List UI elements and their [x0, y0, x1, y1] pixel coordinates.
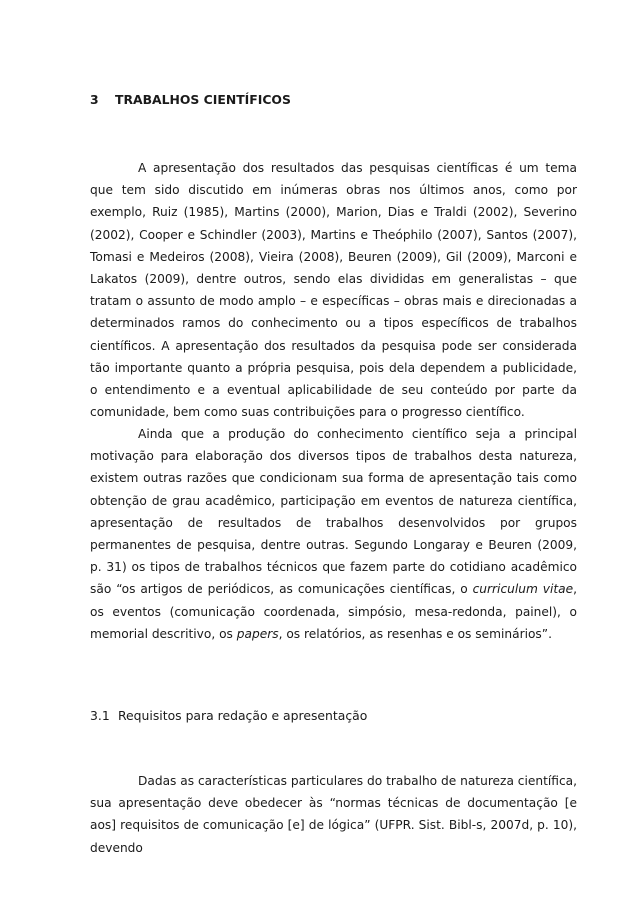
subsection-title: Requisitos para redação e apresentação [118, 708, 368, 723]
paragraph-2 [90, 423, 577, 645]
subsection-number: 3.1 [90, 708, 110, 723]
paragraph-2-text-a: Ainda que a produção do conhecimento científico seja a principal motivação para elaboração dos diversos tipos de trabalhos desta natureza, existem outras razões que condicionam sua forma de apresentação tais como obtenção de grau acadêmico, participação em eventos de natureza científica, apresentação de resultados de trabalhos desenvolvidos por grupos permanentes de pesquisa, dentre outras. Segundo Longaray e Beuren (2009, p. 31) os tipos de trabalhos técnicos que fazem parte do cotidiano acadêmico são “os artigos de periódicos, as comunicações científicas, o [90, 427, 577, 597]
paragraph-1: A apresentação dos resultados das pesquisas científicas é um tema que tem sido discutido em inúmeras obras nos últimos anos, como por exemplo, Ruiz (1985), Martins (2000), Marion, Dias e Traldi (2002), Severino (2002), Cooper e Schindler (2003), Martins e Theóphilo (2007), Santos (2007), Tomasi e Medeiros (2008), Vieira (2008), Beuren (2009), Gil (2009), Marconi e Lakatos (2009), dentre outros, sendo elas divididas em generalistas – que tratam o assunto de modo amplo – e específicas – obras mais e direcionadas a determinados ramos do conhecimento ou a tipos específicos de trabalhos científicos. A apresentação dos resultados da pesquisa pode ser considerada tão importante quanto a própria pesquisa, pois dela dependem a publicidade, o entendimento e a eventual aplicabilidade de seu conteúdo por parte da comunidade, bem como suas contribuições para o progresso científico. [90, 161, 577, 420]
paragraph-2-text-b: , os eventos (comunicação coordenada, simpósio, mesa-redonda, painel), o memorial descritivo, os [90, 582, 577, 641]
paragraph-2-text-c: , os relatórios, as resenhas e os seminários”. [278, 626, 552, 641]
paragraph-3: Dadas as características particulares do trabalho de natureza científica, sua apresentação deve obedecer às “normas técnicas de documentação [e aos] requisitos de comunicação [e] de lógica” (UFPR. Sist. Bibl-s, 2007d, p. 10), devendo [90, 774, 577, 855]
paragraph-2-italic-curriculum: curriculum vitae [472, 582, 574, 597]
paragraph-2-italic-papers: papers [236, 626, 279, 641]
section-heading [90, 92, 291, 107]
section-title: TRABALHOS CIENTÍFICOS [115, 92, 291, 107]
section-number: 3 [90, 92, 99, 107]
subsection-heading [90, 708, 367, 723]
